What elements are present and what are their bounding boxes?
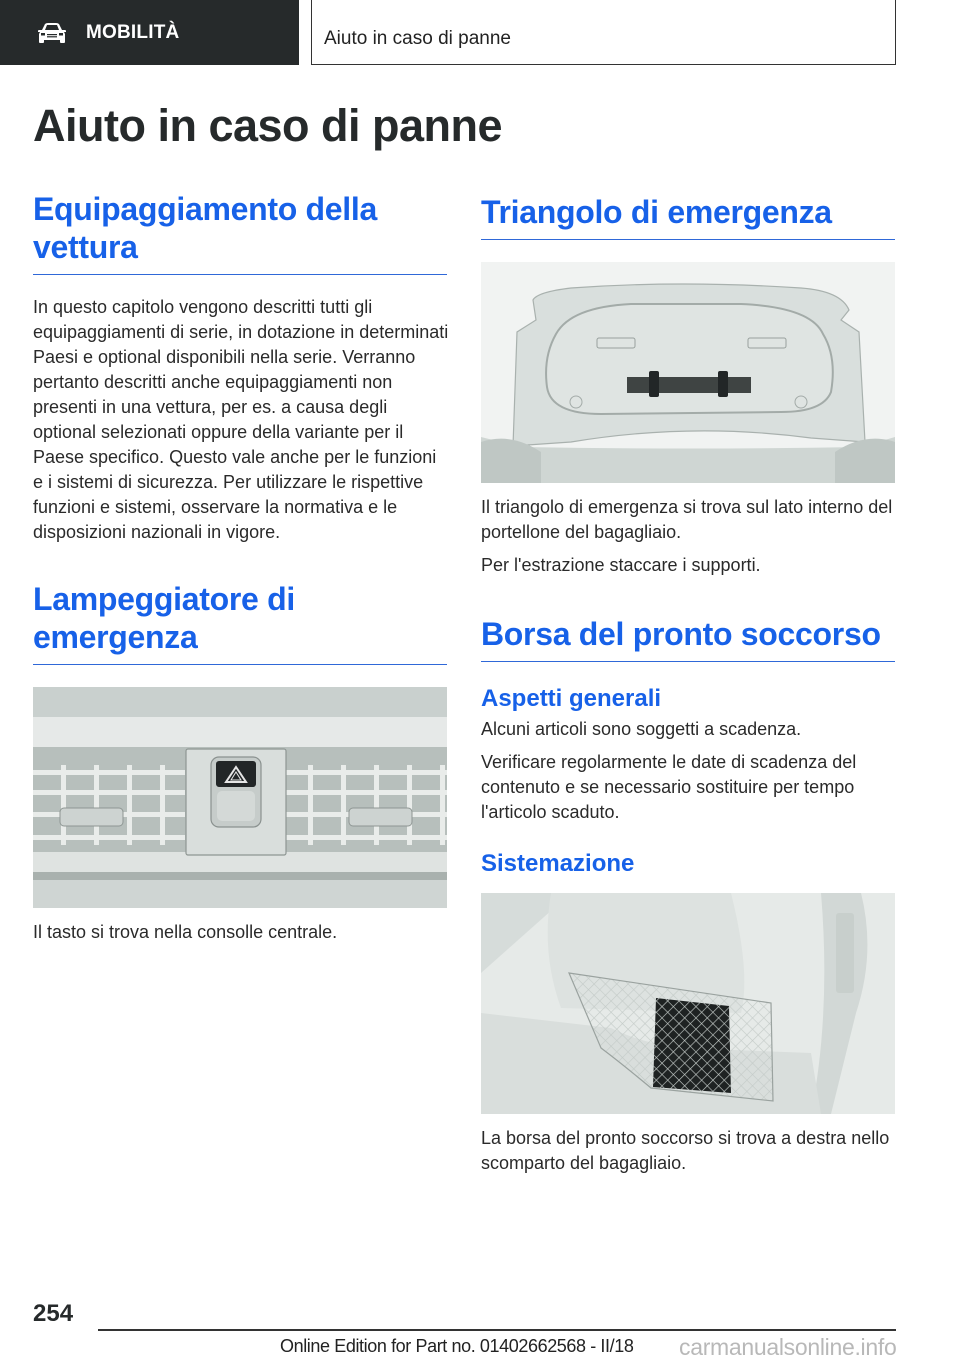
warning-triangle-figure: [481, 262, 895, 483]
caption-lampeggiatore: Il tasto si trova nella consolle centrale.: [33, 922, 338, 942]
breadcrumb-label: Aiuto in caso di panne: [324, 28, 511, 49]
heading-sistemazione: Sistemazione: [481, 850, 635, 877]
heading-equipaggiamento: Equipaggiamento della vettura: [33, 190, 447, 275]
edition-note: Online Edition for Part no. 01402662568 - II/18: [280, 1336, 634, 1356]
breadcrumb: [311, 0, 896, 65]
first-aid-kit-figure: [481, 893, 895, 1114]
hazard-button-illustration: [33, 687, 447, 908]
paragraph-triangolo-1: Il triangolo di emergenza si trova sul lato interno del portellone del bagagliaio.: [481, 497, 893, 542]
hazard-warning-figure: [33, 687, 447, 908]
watermark: carmanualsonline.info: [679, 1334, 897, 1360]
right-column: [481, 190, 895, 1176]
trunk-lid-illustration: [481, 262, 895, 483]
footer-divider: [98, 1329, 896, 1331]
section-tab: [0, 0, 299, 65]
heading-aspetti-generali: Aspetti generali: [481, 685, 662, 712]
caption-sistemazione: La borsa del pronto soccorso si trova a destra nello scomparto del bagagliaio.: [481, 1128, 890, 1173]
luggage-net-illustration: [481, 893, 895, 1114]
paragraph-triangolo-2: Per l'estrazione staccare i supporti.: [481, 555, 761, 575]
heading-lampeggiatore: Lampeggiatore di emergenza: [33, 580, 447, 665]
heading-triangolo: Triangolo di emergenza: [481, 190, 895, 240]
page-title: Aiuto in caso di panne: [33, 100, 503, 151]
car-front-icon: [36, 22, 68, 44]
left-column: [33, 190, 447, 945]
page-number: 254: [33, 1300, 74, 1327]
section-label: MOBILITÀ: [86, 21, 180, 43]
heading-borsa: Borsa del pronto soccorso: [481, 615, 895, 662]
paragraph-aspetti-1: Alcuni articoli sono soggetti a scadenza.: [481, 719, 802, 739]
paragraph-aspetti-2: Verificare regolarmente le date di scadenza del contenuto e se necessario sostituire per tempo l'articolo scaduto.: [481, 752, 857, 822]
paragraph-equipaggiamento: In questo capitolo vengono descritti tutti gli equipaggiamenti di serie, in dotazione in determinati Paesi e optional disponibili nella serie. Verranno pertanto descritti anche equipaggiamenti non presenti in una vettura, per es. a causa degli optional selezionati oppure della variante per il Paese specifico. Questo vale anche per le funzioni e i sistemi di sicurezza. Per utilizzare le rispettive funzioni e sistemi, osservare la normativa e le disposizioni nazionali in vigore.: [33, 297, 449, 542]
